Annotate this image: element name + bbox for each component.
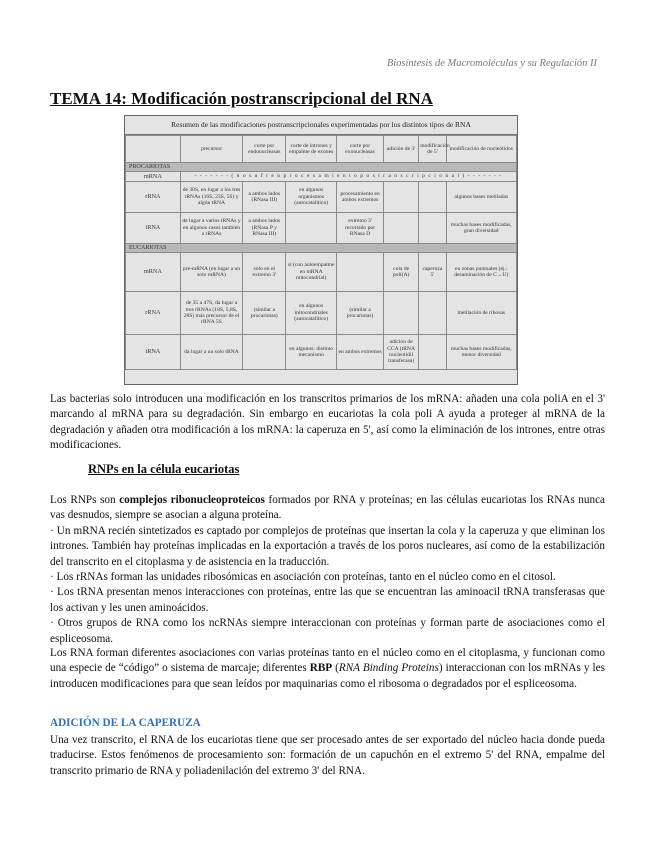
table-cell <box>419 292 446 335</box>
table-cell: procesamiento en ambos extremos <box>337 182 384 213</box>
col-header: precursor <box>180 136 243 163</box>
rbp-before: Los RNA forman diferentes asociaciones con varias proteínas tanto en el núcleo como en el citoplasma, y funcionan como una especie de “código” o sistema de marcaje; diferentes <box>50 647 605 675</box>
section-row-prokaryotes <box>126 163 517 172</box>
table-cell: en algunos: distinto mecanismo <box>286 335 337 370</box>
table-cell: sí (con autoempalme en mRNA mitocondrial) <box>286 253 337 292</box>
table-cell: de lugar a varios tRNAs y en algunos casos también a rRNAs <box>180 213 243 244</box>
col-header <box>126 136 181 163</box>
rnp-subtitle: RNPs en la célula eucariotas <box>88 462 240 476</box>
rbp-paragraph <box>50 646 605 692</box>
rbp-italic: RNA Binding Proteins <box>338 662 439 675</box>
col-header: corte por exonucleasas <box>337 136 384 163</box>
rnp-section <box>50 493 605 647</box>
table-row <box>126 335 517 370</box>
table-row <box>126 182 517 213</box>
cap-section-heading: ADICIÓN DE LA CAPERUZA <box>50 717 201 729</box>
table-cell: de 35 a 47S, da lugar a tres rRNAs (18S, 5,8S, 28S) más precursor de el rRNA 5S <box>180 292 243 335</box>
table-cell: algunos bases metiladas <box>446 182 516 213</box>
table-cell: en algunos mitocondriales (autocatalítico) <box>286 292 337 335</box>
table-row <box>126 213 517 244</box>
rnp-bullet-trna: · Los tRNA presentan menos interacciones con proteínas, entre las que se encuentran las aminoacil tRNA transferasas que los activan y les unen aminoácidos. <box>50 586 605 614</box>
table-cell <box>384 292 419 335</box>
table-cell: a ambos lados (RNasa III) <box>243 182 286 213</box>
table-cell <box>419 213 446 244</box>
table-cell: - - - - - - - ( n o s u f r e n p r o c e s a m i e n t o p o s t r a n s c r i p c i o n a l ) - - - - - - - <box>180 172 516 182</box>
table-cell: adición de CCA (tRNA nucleotidil transferasa) <box>384 335 419 370</box>
rnp-lead-before: Los RNPs son <box>50 494 120 506</box>
rbp-open: ( <box>332 662 339 675</box>
table-row <box>126 253 517 292</box>
table-cell: muchas bases modificadas, gran diversidad <box>446 213 516 244</box>
rnp-lead-bold: complejos ribonucleoproteicos <box>119 494 265 506</box>
table-row <box>126 172 517 182</box>
section-label: EUCARIOTAS <box>126 244 517 253</box>
table-cell <box>419 182 446 213</box>
row-header: mRNA <box>126 253 181 292</box>
col-header: modificación de nucleótidos <box>446 136 516 163</box>
section-label: PROCARIOTAS <box>126 163 517 172</box>
table-cell: a ambos lados (RNasa P y RNasa III) <box>243 213 286 244</box>
table-cell: sólo en el extremo 3' <box>243 253 286 292</box>
table-cell: muchas bases modificadas, menor diversidad <box>446 335 516 370</box>
table-cell <box>337 253 384 292</box>
intro-paragraph: Las bacterias solo introducen una modificación en los transcritos primarios de los mRNA: añaden una cola poliA en el 3' marcando al mRNA para su degradación. Sin embargo en eucariotas la cola poli A ayuda a proteger al mRNA de la degradación y añaden otra modificación a los mRNA: la caperuza en 5', así como la eliminación de los intrones, entre otras modificaciones. <box>50 393 605 452</box>
row-header: tRNA <box>126 335 181 370</box>
row-header: tRNA <box>126 213 181 244</box>
section-row-eukaryotes <box>126 244 517 253</box>
table-cell: en zonas puntuales (ej.: desaminación de C→U) <box>446 253 516 292</box>
table-cell <box>419 335 446 370</box>
rbp-bold: RBP <box>309 662 333 675</box>
rnp-bullet-ncrna: · Otros grupos de RNA como los ncRNAs siempre interaccionan con proteínas y forman parte de asociaciones como el espliceosoma. <box>50 617 605 645</box>
rbp-after: ) interaccionan con los mRNAs y les introducen modificaciones para que sean leídos por maquinarias como el ribosoma o degradados por el espliceosoma. <box>50 662 605 690</box>
table-cell: en ambos extremos <box>337 335 384 370</box>
rnp-bullet-mrna: · Un mRNA recién sintetizados es captado por complejos de proteínas que insertan la cola y la caperuza y que eliminan los intrones. También hay proteínas implicadas en la exportación a través de los poros nucleares, así como de la estabilización del transcrito en el citoplasma y de asistencia en la traducción. <box>50 524 605 568</box>
col-header: modificación de 5' <box>419 136 446 163</box>
col-header: adición de 3' <box>384 136 419 163</box>
table-cell: extremo 3' recortado por RNasa D <box>337 213 384 244</box>
rnp-lead <box>50 493 605 524</box>
table-cell <box>243 335 286 370</box>
table-cell: da lugar a un solo tRNA <box>180 335 243 370</box>
table-cell: caperuza 5' <box>419 253 446 292</box>
col-header: corte de intrones y empalme de exones <box>286 136 337 163</box>
table-cell: de 30S, en lugar a los tres rRNAs (16S, 23S, 5S) y algún tRNA <box>180 182 243 213</box>
table-row <box>126 292 517 335</box>
row-header: rRNA <box>126 292 181 335</box>
table-cell: metilación de ribosas <box>446 292 516 335</box>
table-header-row <box>126 136 517 163</box>
table-caption: Resumen de las modificaciones postranscripcionales experimentadas por los distintos tipos de RNA <box>125 116 517 135</box>
page-title: TEMA 14: Modificación postranscripcional del RNA <box>50 89 433 108</box>
table-cell: (similar a procariotas) <box>243 292 286 335</box>
table-cell <box>384 213 419 244</box>
table-cell <box>286 213 337 244</box>
table-cell: cola de poli(A) <box>384 253 419 292</box>
table-cell: en algunos organismos (autocatalítico) <box>286 182 337 213</box>
summary-table-figure <box>124 115 518 385</box>
running-header: Biosíntesis de Macromoléculas y su Regulación II <box>386 58 597 69</box>
summary-table <box>125 135 517 370</box>
cap-section-text: Una vez transcrito, el RNA de los eucariotas tiene que ser procesado antes de ser exportado del núcleo hacia donde pueda traducirse. Estos fenómenos de procesamiento son: formación de un capuchón en el extremo 5' del RNA, empalme del transcrito primario de RNA y poliadenilación del extremo 3' del RNA. <box>50 734 605 777</box>
rnp-lead-after: formados por RNA y proteínas; en las células eucariotas los RNAs nunca vas desnudos, siempre se asocian a alguna proteína. <box>50 494 606 522</box>
table-cell: (similar a procariotas) <box>337 292 384 335</box>
col-header: corte por endonucleasas <box>243 136 286 163</box>
row-header: rRNA <box>126 182 181 213</box>
rnp-bullet-rrna: · Los rRNAs forman las unidades ribosómicas en asociación con proteínas, tanto en el núcleo como en el citosol. <box>50 571 556 584</box>
row-header: mRNA <box>126 172 181 182</box>
table-cell <box>384 182 419 213</box>
table-cell: pre-mRNA (en lugar a un solo mRNA) <box>180 253 243 292</box>
